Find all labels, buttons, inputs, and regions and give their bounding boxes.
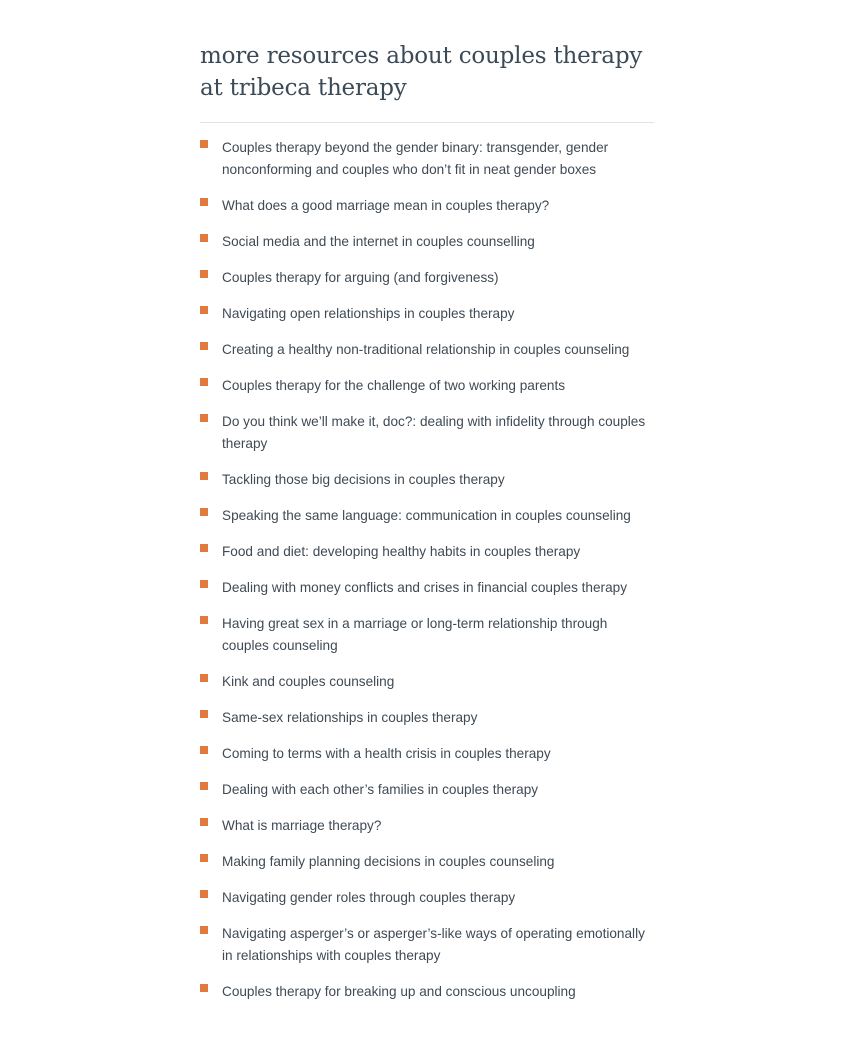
resource-link[interactable]: Kink and couples counseling (222, 674, 395, 689)
square-bullet-icon (200, 140, 208, 148)
list-item (200, 339, 654, 361)
list-item (200, 375, 654, 397)
resource-link[interactable]: Couples therapy for the challenge of two working parents (222, 378, 566, 393)
resources-list (200, 137, 654, 1003)
square-bullet-icon (200, 926, 208, 934)
resource-link[interactable]: Food and diet: developing healthy habits in couples therapy (222, 544, 581, 559)
list-item (200, 671, 654, 693)
resource-link[interactable]: Navigating gender roles through couples therapy (222, 890, 516, 905)
section-title: more resources about couples therapy at tribeca therapy (200, 43, 643, 101)
square-bullet-icon (200, 854, 208, 862)
square-bullet-icon (200, 378, 208, 386)
list-item (200, 981, 654, 1003)
resource-link[interactable]: Creating a healthy non-traditional relationship in couples counseling (222, 342, 630, 357)
square-bullet-icon (200, 414, 208, 422)
resource-link[interactable]: Coming to terms with a health crisis in couples therapy (222, 746, 551, 761)
square-bullet-icon (200, 890, 208, 898)
square-bullet-icon (200, 984, 208, 992)
resource-link[interactable]: Dealing with money conflicts and crises in financial couples therapy (222, 580, 627, 595)
square-bullet-icon (200, 818, 208, 826)
square-bullet-icon (200, 746, 208, 754)
square-bullet-icon (200, 198, 208, 206)
resource-link[interactable]: Same-sex relationships in couples therapy (222, 710, 478, 725)
square-bullet-icon (200, 782, 208, 790)
list-item (200, 815, 654, 837)
resource-link[interactable]: Couples therapy for arguing (and forgiveness) (222, 270, 499, 285)
square-bullet-icon (200, 674, 208, 682)
list-item (200, 577, 654, 599)
list-item (200, 887, 654, 909)
square-bullet-icon (200, 234, 208, 242)
list-item (200, 303, 654, 325)
divider (200, 122, 654, 123)
list-item (200, 505, 654, 527)
resource-link[interactable]: Dealing with each other’s families in couples therapy (222, 782, 539, 797)
square-bullet-icon (200, 306, 208, 314)
list-item (200, 469, 654, 491)
list-item (200, 541, 654, 563)
resource-link[interactable]: What does a good marriage mean in couples therapy? (222, 198, 550, 213)
list-item (200, 195, 654, 217)
resource-link[interactable]: Couples therapy for breaking up and conscious uncoupling (222, 984, 576, 999)
resource-link[interactable]: Tackling those big decisions in couples therapy (222, 472, 505, 487)
resource-link[interactable]: Couples therapy beyond the gender binary: transgender, gender nonconforming and couples who don’t fit in neat gender boxes (222, 140, 609, 177)
square-bullet-icon (200, 616, 208, 624)
list-item (200, 851, 654, 873)
square-bullet-icon (200, 270, 208, 278)
list-item (200, 707, 654, 729)
resource-link[interactable]: Social media and the internet in couples counselling (222, 234, 535, 249)
list-item (200, 923, 654, 967)
list-item (200, 411, 654, 455)
resource-link[interactable]: Having great sex in a marriage or long-term relationship through couples counseling (222, 616, 608, 653)
square-bullet-icon (200, 342, 208, 350)
resource-link[interactable]: Navigating asperger’s or asperger’s-like ways of operating emotionally in relationships with couples therapy (222, 926, 645, 963)
square-bullet-icon (200, 710, 208, 718)
list-item (200, 743, 654, 765)
resource-link[interactable]: Do you think we’ll make it, doc?: dealing with infidelity through couples therapy (222, 414, 646, 451)
square-bullet-icon (200, 580, 208, 588)
resource-link[interactable]: What is marriage therapy? (222, 818, 382, 833)
list-item (200, 613, 654, 657)
resources-section (200, 40, 654, 1017)
resource-link[interactable]: Making family planning decisions in couples counseling (222, 854, 555, 869)
resource-link[interactable]: Navigating open relationships in couples therapy (222, 306, 515, 321)
list-item (200, 137, 654, 181)
square-bullet-icon (200, 472, 208, 480)
square-bullet-icon (200, 544, 208, 552)
square-bullet-icon (200, 508, 208, 516)
list-item (200, 779, 654, 801)
list-item (200, 267, 654, 289)
list-item (200, 231, 654, 253)
resource-link[interactable]: Speaking the same language: communication in couples counseling (222, 508, 631, 523)
